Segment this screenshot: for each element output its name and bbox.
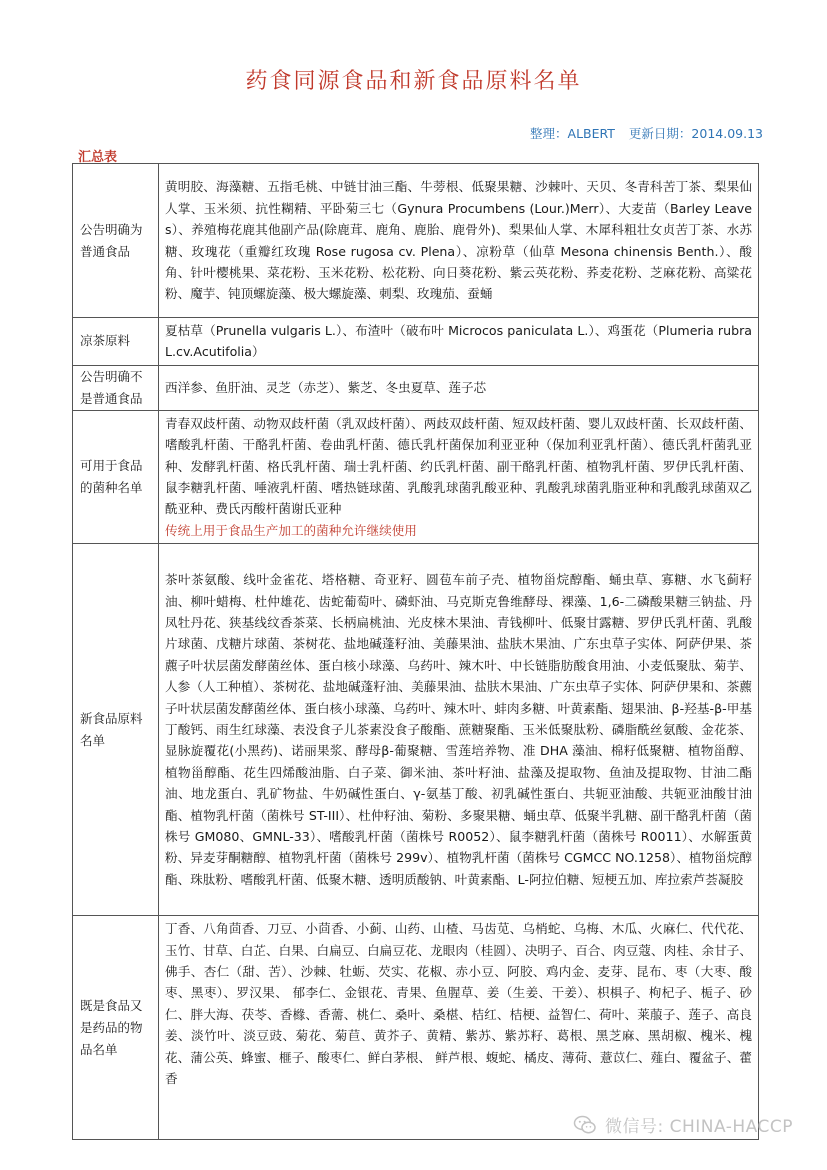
update-date: 2014.09.13 xyxy=(691,126,763,141)
watermark xyxy=(573,1112,793,1137)
table-row xyxy=(73,365,759,410)
row-content: 西洋参、鱼肝油、灵芝（赤芝）、紫芝、冬虫夏草、莲子芯 xyxy=(159,365,759,410)
summary-table xyxy=(72,163,759,1140)
watermark-text: 微信号: CHINA-HACCP xyxy=(604,1117,793,1137)
row-content: 茶叶茶氨酸、线叶金雀花、塔格糖、奇亚籽、圆苞车前子壳、植物甾烷醇酯、蛹虫草、寡糖、水飞蓟籽油、柳叶蜡梅、杜仲雄花、齿蛇葡萄叶、磷虾油、马克斯克鲁维酵母、裸藻、1,6-二磷酸果糖三钠盐、丹凤牡丹花、狭基线纹香茶菜、长柄扁桃油、光皮梾木果油、青钱柳叶、低聚甘露糖、罗伊氏乳杆菌、乳酸片球菌、戊糖片球菌、茶树花、盐地碱蓬籽油、美藤果油、盐肤木果油、广东虫草子实体、阿萨伊果、茶藨子叶状层菌发酵菌丝体、蛋白核小球藻、乌药叶、辣木叶、中长链脂肪酸食用油、小麦低聚肽、菊芋、人参（人工种植）、茶树花、盐地碱蓬籽油、美藤果油、盐肤木果油、广东虫草子实体、阿萨伊果和、茶藨子叶状层菌发酵菌丝体、蛋白核小球藻、乌药叶、辣木叶、蚌肉多糖、叶黄素酯、翅果油、β-羟基-β-甲基丁酸钙、雨生红球藻、表没食子儿茶素没食子酸酯、蔗糖聚酯、玉米低聚肽粉、磷脂酰丝氨酸、金花茶、显脉旋覆花(小黑药)、诺丽果浆、酵母β-葡聚糖、雪莲培养物、准 DHA 藻油、棉籽低聚糖、植物甾醇、植物甾醇酯、花生四烯酸油脂、白子菜、御米油、茶叶籽油、盐藻及提取物、鱼油及提取物、甘油二酯油、地龙蛋白、乳矿物盐、牛奶碱性蛋白、γ-氨基丁酸、初乳碱性蛋白、共轭亚油酸、共轭亚油酸甘油酯、植物乳杆菌（菌株号 ST-III）、杜仲籽油、菊粉、多聚果糖、蛹虫草、低聚半乳糖、副干酪乳杆菌（菌株号 GM080、GMNL-33）、嗜酸乳杆菌（菌株号 R0052）、鼠李糖乳杆菌（菌株号 R0011）、水解蛋黄粉、异麦芽酮糖醇、植物乳杆菌（菌株号 299v）、植物乳杆菌（菌株号 CGMCC NO.1258）、植物甾烷醇酯、珠肽粉、嗜酸乳杆菌、低聚木糖、透明质酸钠、叶黄素酯、L-阿拉伯糖、短梗五加、库拉索芦荟凝胶 xyxy=(159,544,759,916)
row-category: 凉茶原料 xyxy=(73,318,159,366)
row-category: 公告明确为普通食品 xyxy=(73,164,159,318)
row-content-text: 青春双歧杆菌、动物双歧杆菌（乳双歧杆菌）、两歧双歧杆菌、短双歧杆菌、婴儿双歧杆菌、长双歧杆菌、嗜酸乳杆菌、干酪乳杆菌、卷曲乳杆菌、德氏乳杆菌保加利亚亚种（保加利亚乳杆菌）、德氏乳杆菌乳亚种、发酵乳杆菌、格氏乳杆菌、瑞士乳杆菌、约氏乳杆菌、副干酪乳杆菌、植物乳杆菌、罗伊氏乳杆菌、鼠李糖乳杆菌、唾液乳杆菌、嗜热链球菌、乳酸乳球菌乳酸亚种、乳酸乳球菌乳脂亚种和乳酸乳球菌双乙酰亚种、费氏丙酸杆菌谢氏亚种 xyxy=(165,415,752,517)
table-row xyxy=(73,544,759,916)
row-content: 黄明胶、海藻糖、五指毛桃、中链甘油三酯、牛蒡根、低聚果糖、沙棘叶、天贝、冬青科苦丁茶、梨果仙人掌、玉米须、抗性糊精、平卧菊三七（Gynura Procumbens (Lour.)Merr）、大麦苗（Barley Leaves）、养殖梅花鹿其他副产品(除鹿茸、鹿角、鹿胎、鹿骨外)、梨果仙人掌、木犀科粗壮女贞苦丁茶、水苏糖、玫瑰花（重瓣红玫瑰 Rose rugosa cv. Plena）、凉粉草（仙草 Mesona chinensis Benth.）、酸角、针叶樱桃果、菜花粉、玉米花粉、松花粉、向日葵花粉、紫云英花粉、荞麦花粉、芝麻花粉、高粱花粉、魔芋、钝顶螺旋藻、极大螺旋藻、刺梨、玫瑰茄、蚕蛹 xyxy=(159,164,759,318)
summary-label: 汇总表 xyxy=(78,150,118,165)
date-label: 更新日期： xyxy=(628,126,692,141)
document-title: 药食同源食品和新食品原料名单 xyxy=(245,69,582,94)
row-note: 传统上用于食品生产加工的菌种允许继续使用 xyxy=(165,522,417,538)
table-row xyxy=(73,410,759,543)
editor-label: 整理： xyxy=(530,126,568,141)
table-row xyxy=(73,916,759,1140)
table-row xyxy=(73,164,759,318)
row-content: 丁香、八角茴香、刀豆、小茴香、小蓟、山药、山楂、马齿苋、乌梢蛇、乌梅、木瓜、火麻仁、代代花、玉竹、甘草、白芷、白果、白扁豆、白扁豆花、龙眼肉（桂圆）、决明子、百合、肉豆蔻、肉桂、余甘子、佛手、杏仁（甜、苦）、沙棘、牡蛎、芡实、花椒、赤小豆、阿胶、鸡内金、麦芽、昆布、枣（大枣、酸枣、黑枣）、罗汉果、 郁李仁、金银花、青果、鱼腥草、姜（生姜、干姜）、枳椇子、枸杞子、栀子、砂仁、胖大海、茯苓、香橼、香薷、桃仁、桑叶、桑椹、桔红、桔梗、益智仁、荷叶、莱菔子、莲子、高良姜、淡竹叶、淡豆豉、菊花、菊苣、黄芥子、黄精、紫苏、紫苏籽、葛根、黑芝麻、黑胡椒、槐米、槐花、蒲公英、蜂蜜、榧子、酸枣仁、鲜白茅根、 鲜芦根、蝮蛇、橘皮、薄荷、薏苡仁、薤白、覆盆子、藿香 xyxy=(159,916,759,1140)
wechat-icon xyxy=(573,1113,597,1137)
row-category: 公告明确不是普通食品 xyxy=(73,365,159,410)
row-category: 可用于食品的菌种名单 xyxy=(73,410,159,543)
row-content xyxy=(159,410,759,543)
row-category: 新食品原料名单 xyxy=(73,544,159,916)
row-content: 夏枯草（Prunella vulgaris L.）、布渣叶（破布叶 Microcos paniculata L.）、鸡蛋花（Plumeria rubra L.cv.Acutifolia） xyxy=(159,318,759,366)
editor-name: ALBERT xyxy=(567,126,615,141)
document-meta xyxy=(530,124,763,142)
table-row xyxy=(73,318,759,366)
row-category: 既是食品又是药品的物品名单 xyxy=(73,916,159,1140)
